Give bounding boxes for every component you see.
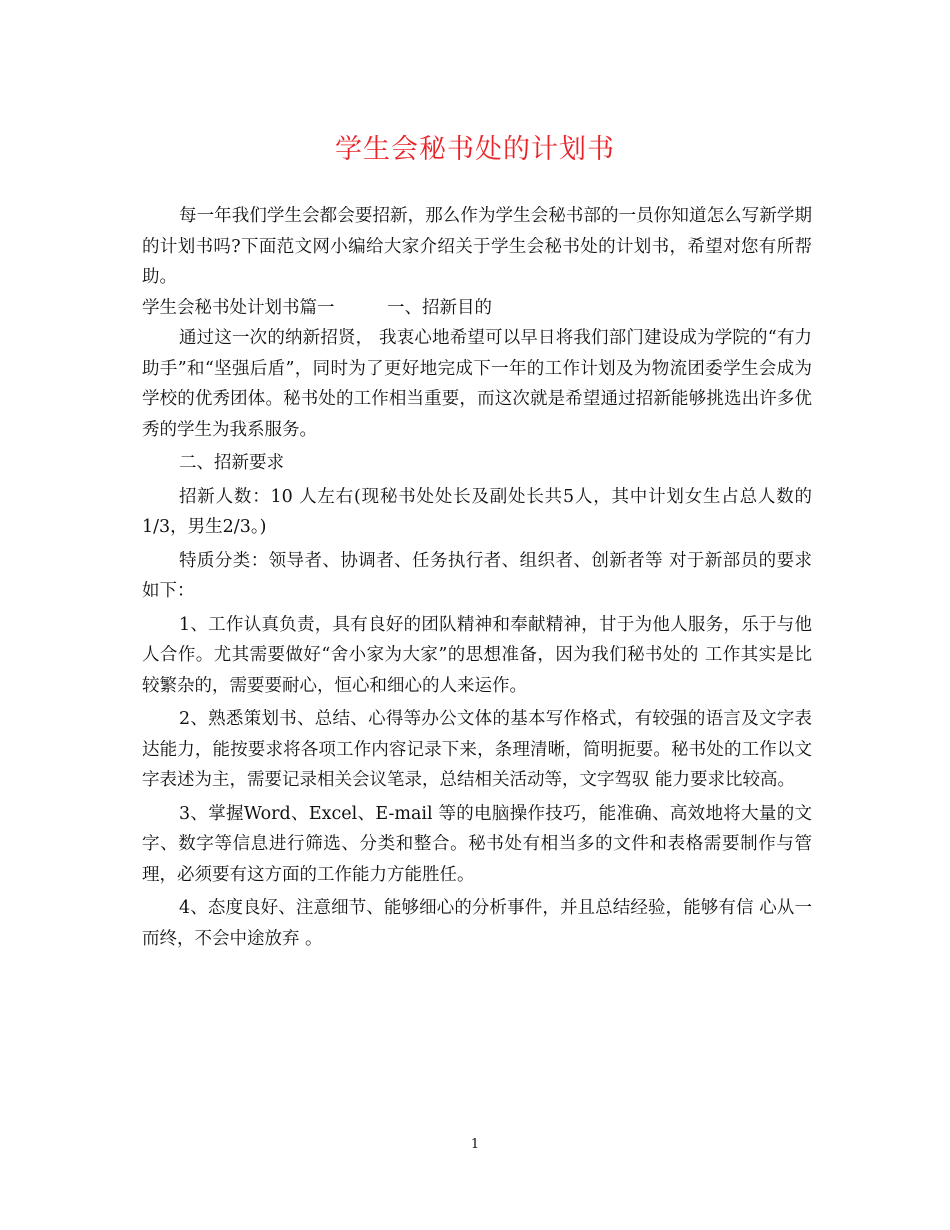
- page-number: 1: [470, 1137, 480, 1152]
- requirement-item-3: 3、掌握Word、Excel、E-mail 等的电脑操作技巧，能准确、高效地将大量的文字、数字等信息进行筛选、分类和整合。秘书处有相当多的文件和表格需要制作与管理，必须要有这方面的工作能力方能胜任。: [142, 803, 812, 885]
- document-title: 学生会秘书处的计划书: [335, 134, 615, 165]
- requirement-item-2: 2、熟悉策划书、总结、心得等办公文体的基本写作格式，有较强的语言及文字表达能力，能按要求将各项工作内容记录下来，条理清晰，简明扼要。秘书处的工作以文字表述为主，需要记录相关会议笔录，总结相关活动等，文字驾驭 能力要求比较高。: [142, 709, 812, 790]
- purpose-paragraph: 通过这一次的纳新招贤， 我衷心地希望可以早日将我们部门建设成为学院的“有力助手”和“坚强后盾”，同时为了更好地完成下一年的工作计划及为物流团委学生会成为学校的优秀团体。秘书处的工作相当重要，而这次就是希望通过招新能够挑选出许多优秀的学生为我系服务。: [142, 328, 812, 440]
- section-heading: 学生会秘书处计划书篇一 一、招新目的: [142, 297, 492, 318]
- headcount-paragraph: 招新人数：10 人左右(现秘书处处长及副处长共5人，其中计划女生占总人数的1/3，男生2/3。): [142, 486, 812, 537]
- traits-paragraph: 特质分类：领导者、协调者、任务执行者、组织者、创新者等 对于新部员的要求如下：: [142, 550, 812, 601]
- intro-paragraph: 每一年我们学生会都会要招新，那么作为学生会秘书部的一员你知道怎么写新学期的计划书吗?下面范文网小编给大家介绍关于学生会秘书处的计划书，希望对您有所帮助。: [142, 206, 812, 287]
- requirement-item-1: 1、工作认真负责，具有良好的团队精神和奉献精神，甘于为他人服务，乐于与他人合作。尤其需要做好“舍小家为大家”的思想准备，因为我们秘书处的 工作其实是比较繁杂的，需要要耐心，恒心和细心的人来运作。: [142, 614, 812, 696]
- requirements-heading: 二、招新要求: [179, 453, 284, 473]
- requirement-item-4: 4、态度良好、注意细节、能够细心的分析事件，并且总结经验，能够有信 心从一而终，不会中途放弃 。: [142, 898, 812, 949]
- document-body: [142, 201, 812, 954]
